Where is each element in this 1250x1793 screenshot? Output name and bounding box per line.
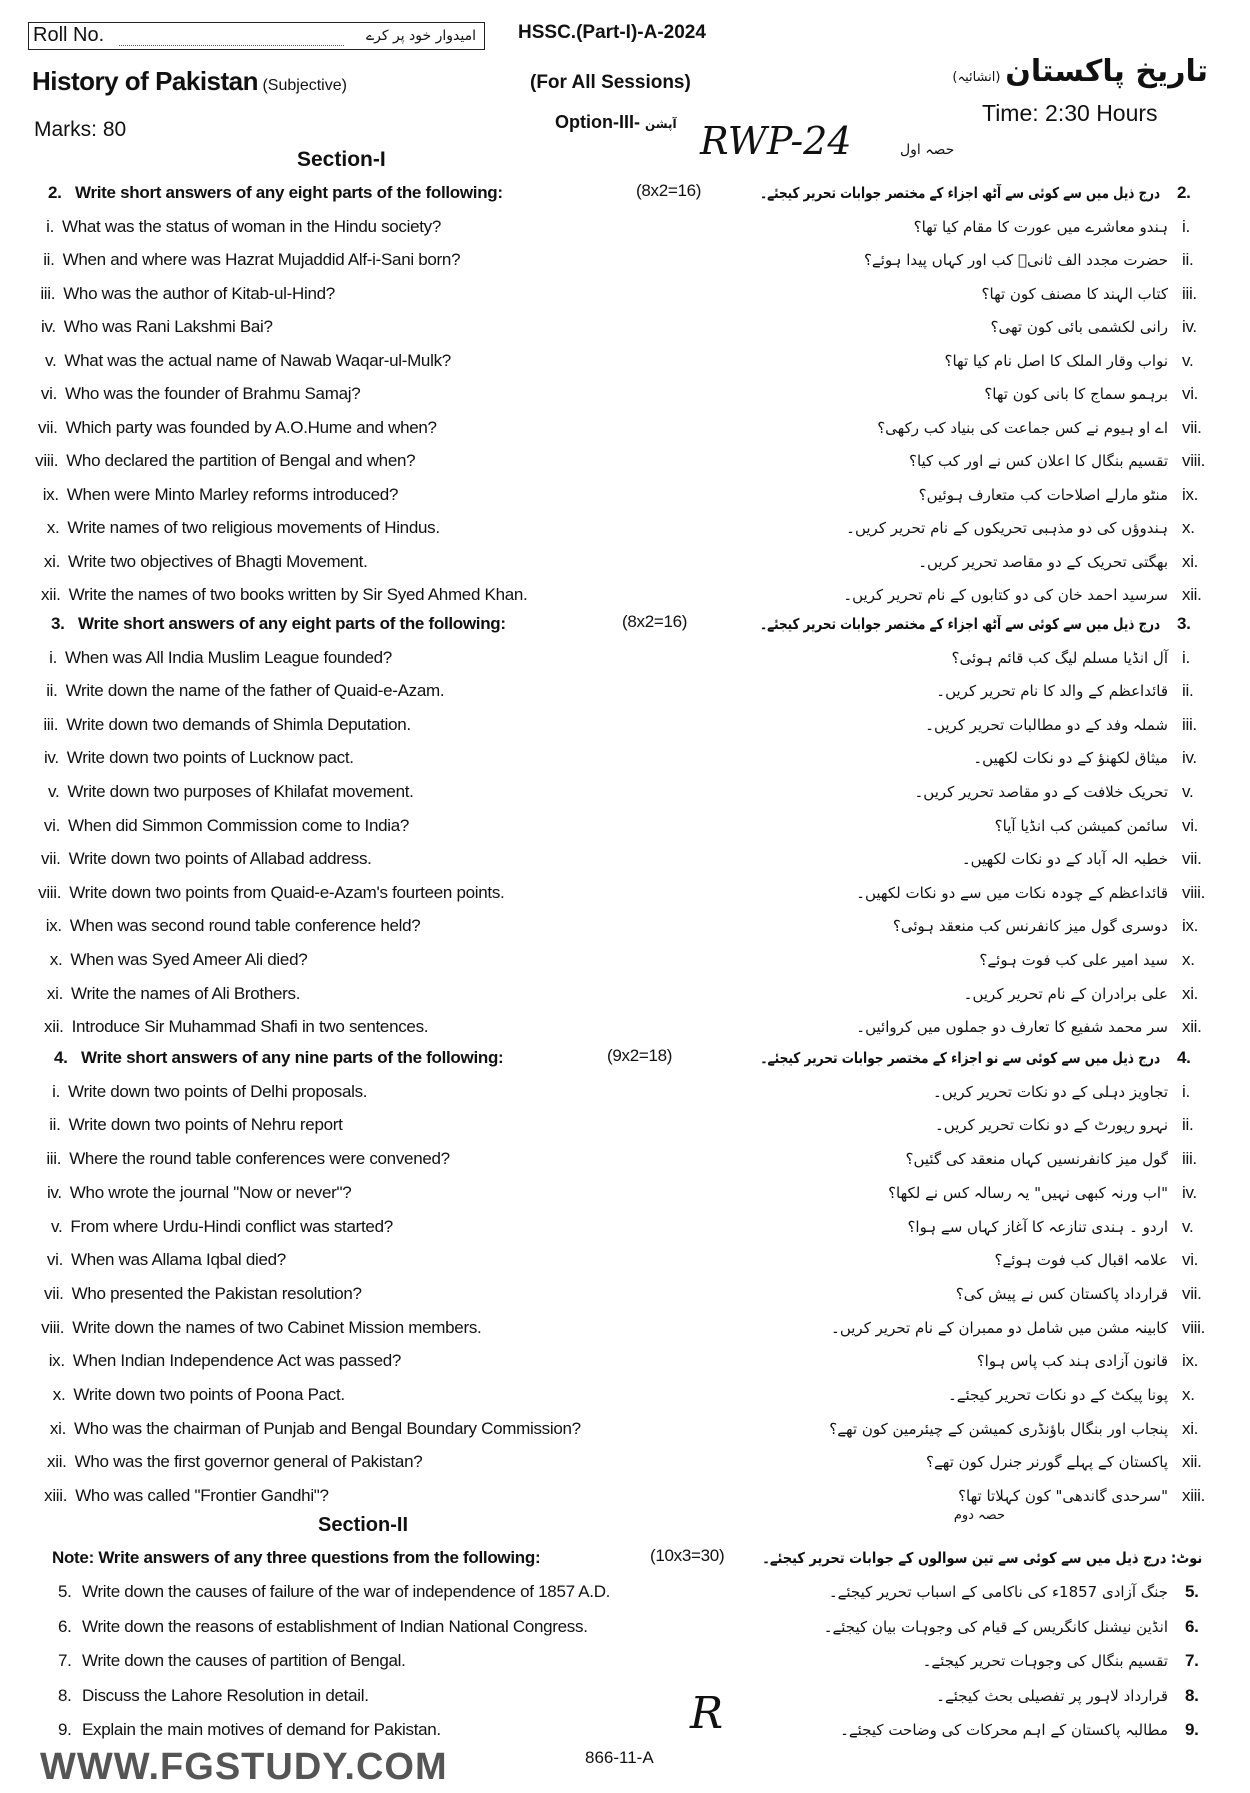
question-item xyxy=(26,816,409,836)
long-question-number: 9. xyxy=(58,1720,72,1739)
urdu-question-instruction: درج ذیل میں سے کوئی سے نو اجزاء کے مختصر جوابات تحریر کیجئے۔ xyxy=(760,1049,1160,1067)
item-numeral: i. xyxy=(52,1081,60,1101)
question-item xyxy=(28,950,307,970)
urdu-item-numeral: xi. xyxy=(1182,1418,1199,1438)
question-item xyxy=(24,451,415,471)
urdu-item-text: منٹو مارلے اصلاحات کب متعارف ہوئیں؟ xyxy=(918,485,1168,504)
question-item xyxy=(30,1284,362,1304)
item-numeral: vii. xyxy=(38,417,58,437)
sessions-label: (For All Sessions) xyxy=(530,72,691,93)
urdu-item-numeral: ii. xyxy=(1182,250,1194,269)
item-numeral: vi. xyxy=(43,815,60,835)
item-text: When was All India Muslim League founded? xyxy=(65,647,392,667)
urdu-item-numeral: iii. xyxy=(1182,1149,1197,1169)
question-item xyxy=(33,1452,423,1472)
urdu-question-number: 2. xyxy=(1177,183,1191,202)
urdu-long-question-text: جنگ آزادی 1857ء کی ناکامی کے اسباب تحریر کیجئے۔ xyxy=(828,1583,1168,1601)
urdu-item-text: دوسری گول میز کانفرنس کب منعقد ہوئی؟ xyxy=(892,917,1168,936)
section-2-urdu-title: حصہ دوم xyxy=(953,1508,1005,1523)
item-text: Who declared the partition of Bengal and when? xyxy=(66,451,416,470)
urdu-item-text: قائداعظم کے چودہ نکات میں سے دو نکات لکھیں۔ xyxy=(856,883,1168,902)
urdu-item-numeral: vii. xyxy=(1182,417,1202,437)
urdu-item-text: اے او ہیوم نے کس جماعت کی بنیاد کب رکھی؟ xyxy=(877,418,1168,437)
urdu-item-numeral: xiii. xyxy=(1182,1486,1206,1506)
item-text: When did Simmon Commission come to India? xyxy=(68,815,410,835)
long-question-text: Write down the reasons of establishment of Indian National Congress. xyxy=(82,1616,588,1636)
item-numeral: x. xyxy=(52,1385,66,1404)
question-item xyxy=(27,849,372,869)
item-text: Where the round table conferences were convened? xyxy=(69,1149,450,1169)
section-2-urdu-note: نوٹ: درج ذیل میں سے کوئی سے تین سوالوں کے جوابات تحریر کیجئے۔ xyxy=(761,1549,1202,1567)
item-numeral: xii. xyxy=(44,1017,64,1037)
question-item xyxy=(25,485,398,505)
urdu-item-numeral: xi. xyxy=(1182,551,1199,571)
urdu-item-text: تقسیم بنگال کا اعلان کس نے اور کب کیا؟ xyxy=(909,452,1168,470)
item-text: Write names of two religious movements of Hindus. xyxy=(67,518,440,537)
item-numeral: iii. xyxy=(40,283,56,303)
urdu-item-numeral: i. xyxy=(1182,1081,1190,1101)
item-numeral: viii. xyxy=(35,451,59,470)
item-numeral: xi. xyxy=(46,983,63,1003)
item-numeral: v. xyxy=(45,350,57,370)
question-item xyxy=(29,984,300,1004)
item-numeral: iv. xyxy=(40,317,56,336)
urdu-question-number: 3. xyxy=(1177,614,1191,633)
item-text: What was the status of woman in the Hindu society? xyxy=(62,216,442,236)
roll-number-box xyxy=(28,22,485,50)
item-text: When Indian Independence Act was passed? xyxy=(72,1351,402,1371)
urdu-item-text: "سرحدی گاندھی" کون کہلاتا تھا؟ xyxy=(958,1487,1168,1506)
question-item xyxy=(26,552,368,572)
item-text: When were Minto Marley reforms introduced? xyxy=(66,484,399,504)
item-text: Who wrote the journal "Now or never"? xyxy=(69,1182,352,1202)
urdu-item-numeral: ix. xyxy=(1182,1351,1199,1371)
urdu-item-text: "اب ورنہ کبھی نہیں" یہ رسالہ کس نے لکھا؟ xyxy=(888,1183,1168,1202)
urdu-item-numeral: v. xyxy=(1182,1216,1194,1236)
urdu-item-numeral: ii. xyxy=(1182,1115,1194,1135)
urdu-item-text: سر محمد شفیع کا تعارف دو جملوں میں کروائیں۔ xyxy=(856,1018,1168,1037)
urdu-item-text: سرسید احمد خان کی دو کتابوں کے نام تحریر کریں۔ xyxy=(843,586,1168,604)
urdu-item-text: نہرو رپورٹ کے دو نکات تحریر کریں۔ xyxy=(934,1116,1168,1135)
item-text: Write two objectives of Bhagti Movement. xyxy=(68,551,368,571)
item-text: When was Syed Ameer Ali died? xyxy=(70,950,308,969)
item-text: Who presented the Pakistan resolution? xyxy=(71,1283,362,1303)
urdu-subject-title: تاریخ پاکستان xyxy=(1005,54,1208,89)
urdu-item-text: شملہ وفد کے دو مطالبات تحریر کریں۔ xyxy=(925,715,1168,734)
marks-label: Marks: 80 xyxy=(34,118,127,141)
long-question-number: 5. xyxy=(58,1582,72,1601)
item-numeral: xi. xyxy=(43,551,60,571)
urdu-item-numeral: xii. xyxy=(1182,585,1202,604)
item-text: Write down the name of the father of Quaid-e-Azam. xyxy=(65,681,445,701)
item-numeral: ii. xyxy=(43,250,55,269)
urdu-item-numeral: v. xyxy=(1182,350,1194,370)
urdu-item-text: بھگتی تحریک کے دو مقاصد تحریر کریں۔ xyxy=(918,552,1168,571)
roll-label: Roll No. xyxy=(33,24,105,46)
item-text: Who was called "Frontier Gandhi"? xyxy=(75,1486,329,1506)
long-question-number: 6. xyxy=(58,1616,72,1636)
roll-number-field xyxy=(119,45,344,46)
question-item xyxy=(24,681,445,701)
urdu-item-numeral: iii. xyxy=(1182,283,1197,303)
urdu-item-numeral: viii. xyxy=(1182,451,1206,470)
item-text: Write down two points of Nehru report xyxy=(68,1115,343,1135)
item-text: Write down two demands of Shimla Deputation. xyxy=(66,714,411,734)
item-numeral: iv. xyxy=(46,1182,62,1202)
urdu-item-text: قرارداد پاکستان کس نے پیش کی؟ xyxy=(955,1284,1168,1303)
urdu-question-number: 4. xyxy=(1177,1048,1191,1067)
item-numeral: i. xyxy=(49,647,57,667)
question-number: 3. xyxy=(51,614,65,633)
urdu-item-text: ہندو معاشرے میں عورت کا مقام کیا تھا؟ xyxy=(913,217,1168,236)
exam-code: HSSC.(Part-I)-A-2024 xyxy=(518,22,706,43)
urdu-item-numeral: vi. xyxy=(1182,384,1199,403)
question-marks: (8x2=16) xyxy=(636,181,702,200)
urdu-item-numeral: vii. xyxy=(1182,849,1202,869)
roll-urdu-note: امیدوار خود پر کرے xyxy=(365,28,476,44)
question-item xyxy=(29,1250,286,1270)
question-item xyxy=(23,648,392,668)
urdu-item-text: برہمو سماج کا بانی کون تھا؟ xyxy=(984,385,1168,403)
paper-title xyxy=(32,66,347,97)
item-text: Who was the founder of Brahmu Samaj? xyxy=(65,384,361,403)
long-question-text: Write down the causes of partition of Bengal. xyxy=(82,1651,406,1670)
question-item xyxy=(31,1385,344,1405)
question-item xyxy=(26,1082,367,1102)
urdu-item-numeral: iii. xyxy=(1182,714,1197,734)
urdu-item-numeral: v. xyxy=(1182,782,1194,801)
urdu-question-instruction: درج ذیل میں سے کوئی سے آٹھ اجزاء کے مختصر جوابات تحریر کیجئے۔ xyxy=(759,615,1160,633)
section-1-urdu-title: حصہ اول xyxy=(900,142,955,158)
urdu-item-text: خطبہ الہ آباد کے دو نکات لکھیں۔ xyxy=(961,850,1168,869)
item-text: Write the names of two books written by Sir Syed Ahmed Khan. xyxy=(68,585,528,604)
item-numeral: iii. xyxy=(46,1149,62,1169)
urdu-item-text: تحریک خلافت کے دو مقاصد تحریر کریں۔ xyxy=(914,783,1168,801)
option-urdu: آپشن xyxy=(645,117,677,131)
question-item xyxy=(33,1486,329,1506)
item-text: Who was the chairman of Punjab and Bengal Boundary Commission? xyxy=(74,1418,581,1438)
urdu-item-text: کتاب الہند کا مصنف کون تھا؟ xyxy=(981,284,1168,303)
urdu-item-numeral: vii. xyxy=(1182,1283,1202,1303)
question-item xyxy=(27,883,504,903)
long-question-text: Discuss the Lahore Resolution in detail. xyxy=(82,1685,369,1705)
urdu-item-numeral: i. xyxy=(1182,647,1190,667)
question-item xyxy=(25,518,439,538)
question-item xyxy=(20,217,441,237)
urdu-item-numeral: vi. xyxy=(1182,815,1199,835)
option-label xyxy=(555,112,677,134)
section-1-title: Section-I xyxy=(297,148,386,171)
subject-title: History of Pakistan xyxy=(32,66,259,96)
question-number: 2. xyxy=(48,183,62,202)
urdu-item-text: سید امیر علی کب فوت ہوئے؟ xyxy=(979,951,1168,969)
item-text: Write down two points of Poona Pact. xyxy=(73,1385,345,1404)
item-text: From where Urdu-Hindi conflict was started? xyxy=(70,1216,393,1236)
urdu-item-text: ہندوؤں کی دو مذہبی تحریکوں کے نام تحریر کریں۔ xyxy=(846,519,1168,537)
urdu-long-question-text: انڈین نیشنل کانگریس کے قیام کی وجوہات بیان کیجئے۔ xyxy=(823,1617,1168,1636)
urdu-item-text: رانی لکشمی بائی کون تھی؟ xyxy=(990,318,1168,336)
item-numeral: ix. xyxy=(45,916,62,936)
urdu-item-numeral: vi. xyxy=(1182,1250,1199,1270)
item-text: What was the actual name of Nawab Waqar-ul-Mulk? xyxy=(64,350,451,370)
long-question-number: 7. xyxy=(58,1651,72,1670)
urdu-long-question-text: تقسیم بنگال کی وجوہات تحریر کیجئے۔ xyxy=(922,1652,1168,1670)
urdu-title xyxy=(952,52,1208,98)
urdu-item-numeral: viii. xyxy=(1182,882,1206,902)
urdu-item-numeral: x. xyxy=(1182,1385,1195,1404)
question-item xyxy=(27,1115,343,1135)
urdu-long-question-number: 6. xyxy=(1185,1616,1199,1636)
signature-mark: R xyxy=(690,1688,724,1739)
item-text: Who was the first governor general of Pakistan? xyxy=(74,1452,423,1472)
urdu-item-text: آل انڈیا مسلم لیگ کب قائم ہوئی؟ xyxy=(951,648,1168,667)
section-2-marks: (10x3=30) xyxy=(650,1546,725,1565)
item-text: Who was the author of Kitab-ul-Hind? xyxy=(63,283,335,303)
footer-code: 866-11-A xyxy=(585,1748,654,1767)
question-item xyxy=(30,1017,429,1037)
urdu-long-question-number: 5. xyxy=(1185,1582,1199,1601)
urdu-subject-type: (انشائیہ) xyxy=(952,70,1001,85)
urdu-item-numeral: xii. xyxy=(1182,1017,1202,1037)
urdu-long-question-text: قرارداد لاہور پر تفصیلی بحث کیجئے۔ xyxy=(936,1686,1168,1705)
urdu-item-numeral: xii. xyxy=(1182,1452,1202,1472)
question-item xyxy=(28,1217,393,1237)
urdu-item-text: سائمن کمیشن کب انڈیا آیا؟ xyxy=(994,816,1168,835)
subject-type: (Subjective) xyxy=(262,77,347,94)
question-item xyxy=(22,317,273,337)
urdu-item-numeral: iv. xyxy=(1182,317,1197,336)
item-numeral: viii. xyxy=(41,1317,65,1337)
urdu-item-text: میثاق لکھنؤ کے دو نکات لکھیں۔ xyxy=(973,749,1168,768)
question-item xyxy=(25,748,354,768)
urdu-item-text: قانون آزادی ہند کب پاس ہوا؟ xyxy=(976,1352,1168,1371)
item-numeral: vi. xyxy=(40,384,57,403)
item-numeral: ix. xyxy=(48,1351,65,1371)
item-text: Write down two purposes of Khilafat movement. xyxy=(67,782,414,801)
section-2-note: Note: Write answers of any three questions from the following: xyxy=(52,1548,541,1567)
urdu-item-numeral: iv. xyxy=(1182,748,1197,768)
item-numeral: v. xyxy=(51,1216,63,1236)
item-numeral: iv. xyxy=(43,748,59,768)
question-item xyxy=(21,250,461,270)
urdu-long-question-number: 7. xyxy=(1185,1651,1199,1670)
urdu-item-numeral: x. xyxy=(1182,518,1195,537)
question-instruction: Write short answers of any eight parts of the following: xyxy=(75,183,503,202)
urdu-long-question-text: مطالبہ پاکستان کے اہم محرکات کی وضاحت کیجئے۔ xyxy=(840,1721,1168,1739)
question-marks: (8x2=16) xyxy=(622,612,688,631)
long-question-text: Write down the causes of failure of the war of independence of 1857 A.D. xyxy=(82,1582,611,1601)
item-numeral: xii. xyxy=(41,585,61,604)
question-instruction: Write short answers of any eight parts of the following: xyxy=(78,614,506,633)
question-item xyxy=(25,782,413,802)
urdu-long-question-number: 9. xyxy=(1185,1720,1199,1739)
item-numeral: vii. xyxy=(41,849,61,869)
question-item xyxy=(24,418,437,438)
urdu-item-numeral: iv. xyxy=(1182,1182,1197,1202)
item-text: Write the names of Ali Brothers. xyxy=(71,983,301,1003)
item-numeral: iii. xyxy=(43,714,59,734)
item-text: When and where was Hazrat Mujaddid Alf-i-Sani born? xyxy=(62,250,461,269)
item-numeral: ii. xyxy=(46,681,58,701)
item-numeral: xiii. xyxy=(44,1486,68,1506)
watermark: WWW.FGSTUDY.COM xyxy=(40,1746,448,1788)
item-text: Write down two points of Lucknow pact. xyxy=(66,748,354,768)
urdu-item-text: پنجاب اور بنگال باؤنڈری کمیشن کے چیئرمین کون تھے؟ xyxy=(829,1419,1168,1438)
urdu-item-numeral: xi. xyxy=(1182,983,1199,1003)
item-text: When was Allama Iqbal died? xyxy=(71,1250,286,1270)
urdu-item-numeral: viii. xyxy=(1182,1317,1206,1337)
item-numeral: ii. xyxy=(49,1115,61,1135)
urdu-item-text: پاکستان کے پہلے گورنر جنرل کون تھے؟ xyxy=(926,1453,1168,1472)
urdu-question-instruction: درج ذیل میں سے کوئی سے آٹھ اجزاء کے مختصر جوابات تحریر کیجئے۔ xyxy=(759,184,1160,202)
item-numeral: x. xyxy=(49,950,63,969)
item-text: When was second round table conference held? xyxy=(69,916,421,936)
question-item xyxy=(32,1419,581,1439)
item-numeral: xi. xyxy=(49,1418,66,1438)
question-item xyxy=(27,585,528,605)
urdu-item-text: پونا پیکٹ کے دو نکات تحریر کیجئے۔ xyxy=(947,1386,1168,1404)
option-text: Option-III- xyxy=(555,112,640,132)
question-item xyxy=(22,351,451,371)
item-text: Which party was founded by A.O.Hume and when? xyxy=(65,417,437,437)
question-number: 4. xyxy=(54,1048,68,1067)
item-text: Write down two points from Quaid-e-Azam's fourteen points. xyxy=(69,882,505,902)
item-numeral: viii. xyxy=(38,882,62,902)
urdu-item-text: علامہ اقبال کب فوت ہوئے؟ xyxy=(994,1251,1168,1270)
urdu-item-text: گول میز کانفرنسیں کہاں منعقد کی گئیں؟ xyxy=(905,1150,1168,1169)
item-numeral: i. xyxy=(46,216,54,236)
item-text: Write down the names of two Cabinet Mission members. xyxy=(72,1317,482,1337)
question-item xyxy=(27,1149,450,1169)
item-text: Introduce Sir Muhammad Shafi in two sentences. xyxy=(71,1017,429,1037)
item-numeral: v. xyxy=(48,782,60,801)
long-question-text: Explain the main motives of demand for Pakistan. xyxy=(82,1720,441,1739)
urdu-item-text: اردو ۔ ہندی تنازعہ کا آغاز کہاں سے ہوا؟ xyxy=(907,1217,1168,1236)
item-numeral: vi. xyxy=(46,1250,63,1270)
question-item xyxy=(24,715,411,735)
handwritten-code: RWP-24 xyxy=(700,119,852,163)
question-item xyxy=(31,1351,401,1371)
question-marks: (9x2=18) xyxy=(607,1046,673,1065)
long-question-number: 8. xyxy=(58,1685,72,1705)
question-item xyxy=(28,1183,352,1203)
question-item xyxy=(28,916,421,936)
urdu-item-numeral: x. xyxy=(1182,950,1195,969)
urdu-item-text: علی برادران کے نام تحریر کریں۔ xyxy=(963,984,1168,1003)
urdu-item-numeral: ix. xyxy=(1182,916,1199,936)
urdu-item-text: حضرت مجدد الف ثانیؒ کب اور کہاں پیدا ہوئے؟ xyxy=(863,251,1168,269)
urdu-item-text: قائداعظم کے والد کا نام تحریر کریں۔ xyxy=(936,682,1168,701)
item-numeral: xii. xyxy=(47,1452,67,1472)
urdu-item-numeral: ii. xyxy=(1182,681,1194,701)
question-item xyxy=(23,384,360,404)
item-text: Write down two points of Delhi proposals. xyxy=(68,1081,368,1101)
item-numeral: x. xyxy=(46,518,60,537)
urdu-item-text: تجاویز دہلی کے دو نکات تحریر کریں۔ xyxy=(932,1082,1168,1101)
urdu-item-numeral: ix. xyxy=(1182,484,1199,504)
urdu-item-text: نواب وقار الملک کا اصل نام کیا تھا؟ xyxy=(944,351,1168,370)
item-numeral: ix. xyxy=(42,484,59,504)
item-text: Who was Rani Lakshmi Bai? xyxy=(63,317,273,336)
urdu-item-numeral: i. xyxy=(1182,216,1190,236)
question-item xyxy=(30,1318,481,1338)
urdu-long-question-number: 8. xyxy=(1185,1685,1199,1705)
item-text: Write down two points of Allabad address. xyxy=(68,849,372,869)
time-label: Time: 2:30 Hours xyxy=(982,100,1158,126)
urdu-item-text: کابینہ مشن میں شامل دو ممبران کے نام تحریر کریں۔ xyxy=(831,1318,1168,1337)
section-2-title: Section-II xyxy=(318,1514,409,1536)
item-numeral: vii. xyxy=(44,1283,64,1303)
question-item xyxy=(21,284,335,304)
question-instruction: Write short answers of any nine parts of the following: xyxy=(81,1048,504,1067)
